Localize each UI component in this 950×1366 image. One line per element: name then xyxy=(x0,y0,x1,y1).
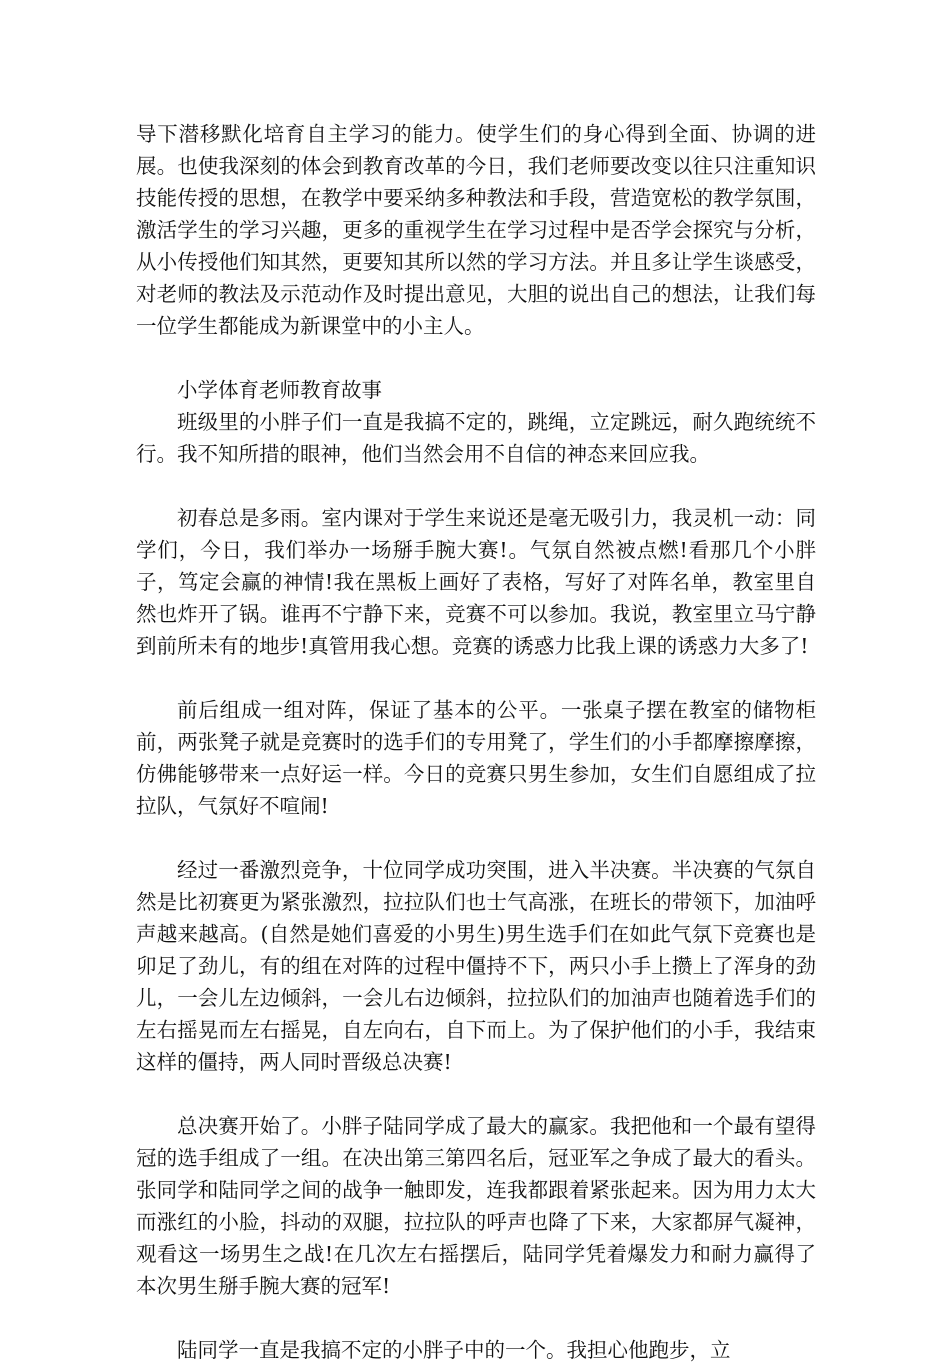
story-paragraph-5: 总决赛开始了。小胖子陆同学成了最大的赢家。我把他和一个最有望得冠的选手组成了一组。在决出第三第四名后，冠亚军之争成了最大的看头。张同学和陆同学之间的战争一触即发，连我都跟着紧张起来。因为用力太大而涨红的小脸，抖动的双腿，拉拉队的呼声也降了下来，大家都屏气凝神，观看这一场男生之战!在几次左右摇摆后，陆同学凭着爆发力和耐力赢得了本次男生掰手腕大赛的冠军! xyxy=(136,1114,816,1298)
story-paragraph-3: 前后组成一组对阵，保证了基本的公平。一张桌子摆在教室的储物柜前，两张凳子就是竞赛时的选手们的专用凳了，学生们的小手都摩擦摩擦，仿佛能够带来一点好运一样。今日的竞赛只男生参加，女生们自愿组成了拉拉队，气氛好不喧闹! xyxy=(136,698,816,818)
story-title: 小学体育老师教育故事 xyxy=(177,378,382,402)
story-paragraph-1: 班级里的小胖子们一直是我搞不定的，跳绳，立定跳远，耐久跑统统不行。我不知所措的眼神，他们当然会用不自信的神态来回应我。 xyxy=(136,410,816,466)
story-paragraph-4: 经过一番激烈竞争，十位同学成功突围，进入半决赛。半决赛的气氛自然是比初赛更为紧张激烈，拉拉队们也士气高涨，在班长的带领下，加油呼声越来越高。(自然是她们喜爱的小男生)男生选手们在如此气氛下竞赛也是卯足了劲儿，有的组在对阵的过程中僵持不下，两只小手上攒上了浑身的劲儿，一会儿左边倾斜，一会儿右边倾斜，拉拉队们的加油声也随着选手们的左右摇晃而左右摇晃，自左向右，自下而上。为了保护他们的小手，我结束这样的僵持，两人同时晋级总决赛! xyxy=(136,858,816,1074)
document-page xyxy=(136,118,816,1366)
intro-paragraph: 导下潜移默化培育自主学习的能力。使学生们的身心得到全面、协调的进展。也使我深刻的体会到教育改革的今日，我们老师要改变以往只注重知识技能传授的思想，在教学中要采纳多种教法和手段，营造宽松的教学氛围，激活学生的学习兴趣，更多的重视学生在学习过程中是否学会探究与分析，从小传授他们知其然，更要知其所以然的学习方法。并且多让学生谈感受，对老师的教法及示范动作及时提出意见，大胆的说出自己的想法，让我们每一位学生都能成为新课堂中的小主人。 xyxy=(136,122,816,338)
story-paragraph-6: 陆同学一直是我搞不定的小胖子中的一个。我担心他跑步，立 xyxy=(177,1338,731,1362)
story-paragraph-2: 初春总是多雨。室内课对于学生来说还是毫无吸引力，我灵机一动：同学们，今日，我们举办一场掰手腕大赛!。气氛自然被点燃!看那几个小胖子，笃定会赢的神情!我在黑板上画好了表格，写好了对阵名单，教室里自然也炸开了锅。谁再不宁静下来，竞赛不可以参加。我说，教室里立马宁静到前所未有的地步!真管用我心想。竞赛的诱惑力比我上课的诱惑力大多了! xyxy=(136,506,816,658)
